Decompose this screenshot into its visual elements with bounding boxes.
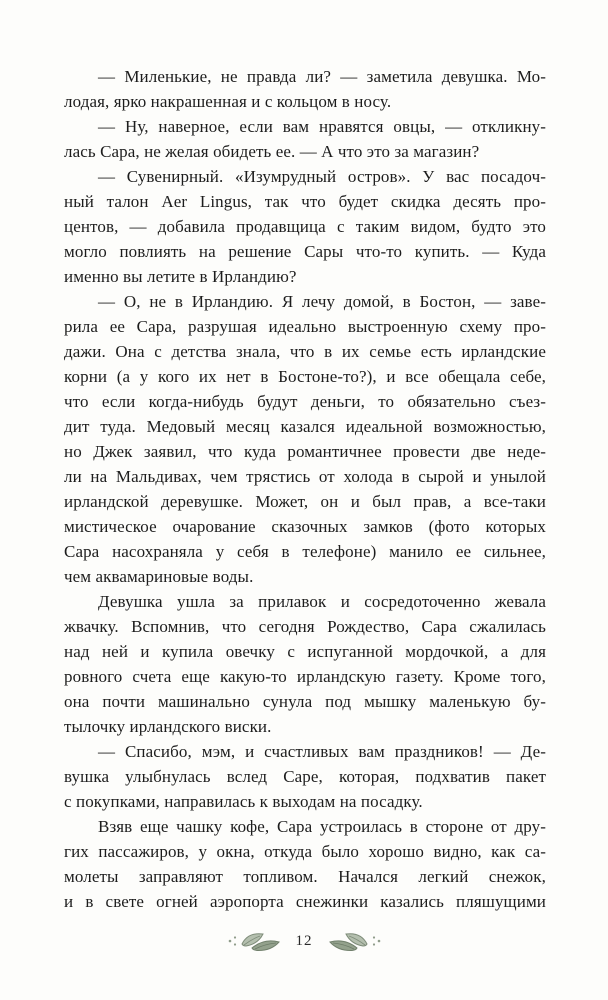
text-line: именно вы летите в Ирландию? xyxy=(64,267,297,286)
text-line: лась Сара, не желая обидеть ее. — А что это за магазин? xyxy=(64,142,480,161)
text-line: она почти машинально сунула под мышку маленькую бу- xyxy=(64,692,546,711)
text-line: Сара насохраняла у себя в телефоне) манило ее сильнее, xyxy=(64,542,546,561)
text-line: Взяв еще чашку кофе, Сара устроилась в стороне от дру- xyxy=(98,817,546,836)
text-line: — Спасибо, мэм, и счастливых вам праздников! — Де- xyxy=(98,742,546,761)
text-line: корни (а у кого их нет в Бостоне-то?), и все обещала себе, xyxy=(64,367,546,386)
text-line: ирландской деревушке. Может, он и был прав, а все-таки xyxy=(64,492,546,511)
text-line: но Джек заявил, что куда романтичнее провести две неде- xyxy=(64,442,546,461)
text-line: гих пассажиров, у окна, откуда было хорошо видно, как са- xyxy=(64,842,546,861)
text-line: чем аквамариновые воды. xyxy=(64,567,254,586)
text-line: центов, — добавила продавщица с таким видом, будто это xyxy=(64,217,546,236)
leaf-ornament-right xyxy=(325,929,383,953)
text-line: ли на Мальдивах, чем трястись от холода в сырой и унылой xyxy=(64,467,546,486)
text-line: с покупками, направилась к выходам на посадку. xyxy=(64,792,423,811)
text-line: и в свете огней аэропорта снежинки казались пляшущими xyxy=(64,892,546,911)
page-number: 12 xyxy=(295,932,313,949)
text-line: вушка улыбнулась вслед Саре, которая, подхватив пакет xyxy=(64,767,546,786)
text-line: лодая, ярко накрашенная и с кольцом в носу. xyxy=(64,92,392,111)
leaf-ornament-left xyxy=(226,929,284,953)
text-line: что если когда-нибудь будут деньги, то обязательно съез- xyxy=(64,392,546,411)
text-line: — О, не в Ирландию. Я лечу домой, в Бостон, — заве- xyxy=(98,292,546,311)
text-line: — Ну, наверное, если вам нравятся овцы, — откликну- xyxy=(98,117,546,136)
text-line: жвачку. Вспомнив, что сегодня Рождество, Сара сжалилась xyxy=(64,617,546,636)
text-line: дит туда. Медовый месяц казался идеальной возможностью, xyxy=(64,417,546,436)
text-line: Девушка ушла за прилавок и сосредоточенно жевала xyxy=(98,592,546,611)
text-line: ный талон Aer Lingus, так что будет скидка десять про- xyxy=(64,192,546,211)
text-line: — Сувенирный. «Изумрудный остров». У вас посадоч- xyxy=(98,167,546,186)
text-line: могло повлиять на решение Сары что-то купить. — Куда xyxy=(64,242,546,261)
page-footer xyxy=(0,929,608,953)
text-line: мистическое очарование сказочных замков (фото которых xyxy=(64,517,546,536)
text-line: ровного счета еще какую-то ирландскую газету. Кроме того, xyxy=(64,667,546,686)
text-line: тылочку ирландского виски. xyxy=(64,717,272,736)
text-line: — Миленькие, не правда ли? — заметила девушка. Мо- xyxy=(98,67,546,86)
text-line: дажи. Она с детства знала, что в их семье есть ирландские xyxy=(64,342,546,361)
text-line: над ней и купила овечку с испуганной мордочкой, а для xyxy=(64,642,546,661)
text-line: молеты заправляют топливом. Начался легкий снежок, xyxy=(64,867,546,886)
text-line: рила ее Сара, разрушая идеально выстроенную схему про- xyxy=(64,317,546,336)
